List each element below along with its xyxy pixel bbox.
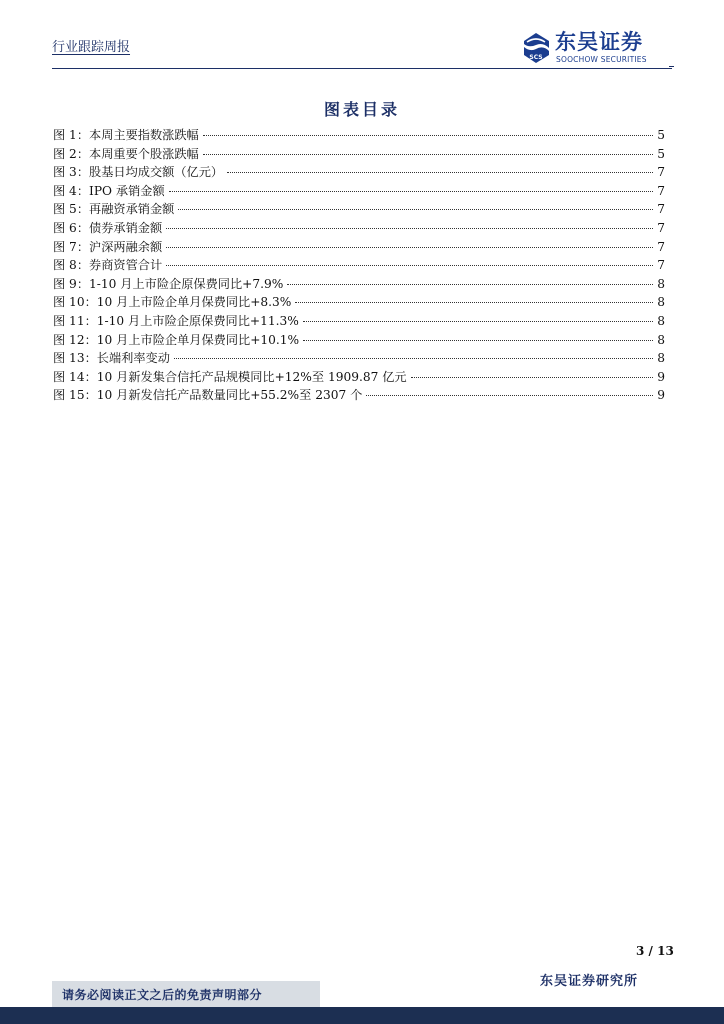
toc-entry-label: 图 15：10 月新发信托产品数量同比+55.2%至 2307 个 <box>53 388 363 403</box>
toc-entry-page: 7 <box>657 258 665 273</box>
toc-entry-page: 8 <box>657 313 665 328</box>
toc-leader-dots <box>366 395 653 396</box>
toc-entry-page: 5 <box>657 128 665 142</box>
toc-entry-label: 图 3：股基日均成交额（亿元） <box>53 165 224 180</box>
page-number: 3 / 13 <box>636 944 674 958</box>
soochow-logo-icon <box>521 32 551 64</box>
toc-entry-label: 图 5：再融资承销金额 <box>53 202 175 217</box>
toc-entry[interactable] <box>53 293 665 312</box>
toc-entry-label: 图 4：IPO 承销金额 <box>53 183 165 198</box>
toc-leader-dots <box>178 209 653 210</box>
toc-entry-page: 5 <box>657 146 665 161</box>
toc-entry-page: 9 <box>657 369 665 384</box>
toc-entry[interactable] <box>53 238 665 257</box>
toc-entry-label: 图 1：本周主要指数涨跌幅 <box>53 128 199 142</box>
toc-entry[interactable] <box>53 349 665 368</box>
logo-mark-text: SCS <box>529 54 543 61</box>
toc-leader-dots <box>295 302 653 303</box>
toc-entry[interactable] <box>53 331 665 350</box>
toc-leader-dots <box>169 191 653 192</box>
toc-entry-label: 图 13：长端利率变动 <box>53 351 170 366</box>
toc-entry-label: 图 10：10 月上市险企单月保费同比+8.3% <box>53 295 292 310</box>
disclaimer-text: 请务必阅读正文之后的免责声明部分 <box>62 988 263 1002</box>
toc-entry-label: 图 7：沪深两融余额 <box>53 239 163 254</box>
toc-entry-page: 8 <box>657 351 665 366</box>
header-divider <box>52 68 672 69</box>
toc-entry-label: 图 8：券商资管合计 <box>53 258 163 273</box>
toc-entry-label: 图 2：本周重要个股涨跌幅 <box>53 146 199 161</box>
toc-entry[interactable] <box>53 145 665 164</box>
toc-entry-page: 9 <box>657 388 665 403</box>
research-institute-label: 东吴证券研究所 <box>540 974 639 989</box>
toc-entry[interactable] <box>53 256 665 275</box>
toc-title: 图表目录 <box>323 100 400 119</box>
toc-leader-dots <box>166 247 653 248</box>
toc-leader-dots <box>203 154 653 155</box>
toc-entry-page: 7 <box>657 165 665 180</box>
toc-entry-page: 7 <box>657 220 665 235</box>
header-section-label: 行业跟踪周报 <box>52 40 131 55</box>
toc-entry[interactable] <box>53 312 665 331</box>
toc-entry-label: 图 14：10 月新发集合信托产品规模同比+12%至 1909.87 亿元 <box>53 369 407 384</box>
toc-entry-label: 图 11：1-10 月上市险企原保费同比+11.3% <box>53 313 299 328</box>
toc-leader-dots <box>227 172 653 173</box>
toc-entry-label: 图 9：1-10 月上市险企原保费同比+7.9% <box>53 276 284 291</box>
toc-entry-page: 7 <box>657 183 665 198</box>
toc-leader-dots <box>174 358 653 359</box>
toc-entry-page: 8 <box>657 332 665 347</box>
toc-entry[interactable] <box>53 386 665 405</box>
toc-entry[interactable] <box>53 163 665 182</box>
toc-leader-dots <box>303 321 653 322</box>
toc-leader-dots <box>411 377 653 378</box>
toc-entry[interactable] <box>53 126 665 145</box>
toc-entry[interactable] <box>53 219 665 238</box>
toc-leader-dots <box>166 265 653 266</box>
logo-english-name: SOOCHOW SECURITIES <box>556 55 647 64</box>
toc-entry[interactable] <box>53 368 665 387</box>
company-logo <box>521 30 671 66</box>
toc-leader-dots <box>287 284 653 285</box>
toc-entry-label: 图 12：10 月上市险企单月保费同比+10.1% <box>53 332 300 347</box>
toc-entry-page: 7 <box>657 239 665 254</box>
toc-leader-dots <box>166 228 653 229</box>
toc-entry[interactable] <box>53 182 665 201</box>
toc-leader-dots <box>303 340 653 341</box>
toc-entry[interactable] <box>53 275 665 294</box>
toc-entry-page: 7 <box>657 202 665 217</box>
table-of-figures <box>53 126 665 405</box>
logo-chinese-name: 东吴证券 <box>555 30 643 54</box>
toc-entry-page: 8 <box>657 276 665 291</box>
header-divider-tick <box>669 66 674 67</box>
footer-band <box>0 1007 724 1024</box>
toc-leader-dots <box>203 135 653 136</box>
toc-entry-label: 图 6：债券承销金额 <box>53 220 163 235</box>
toc-entry-page: 8 <box>657 295 665 310</box>
disclaimer-banner <box>52 981 320 1007</box>
toc-entry[interactable] <box>53 200 665 219</box>
